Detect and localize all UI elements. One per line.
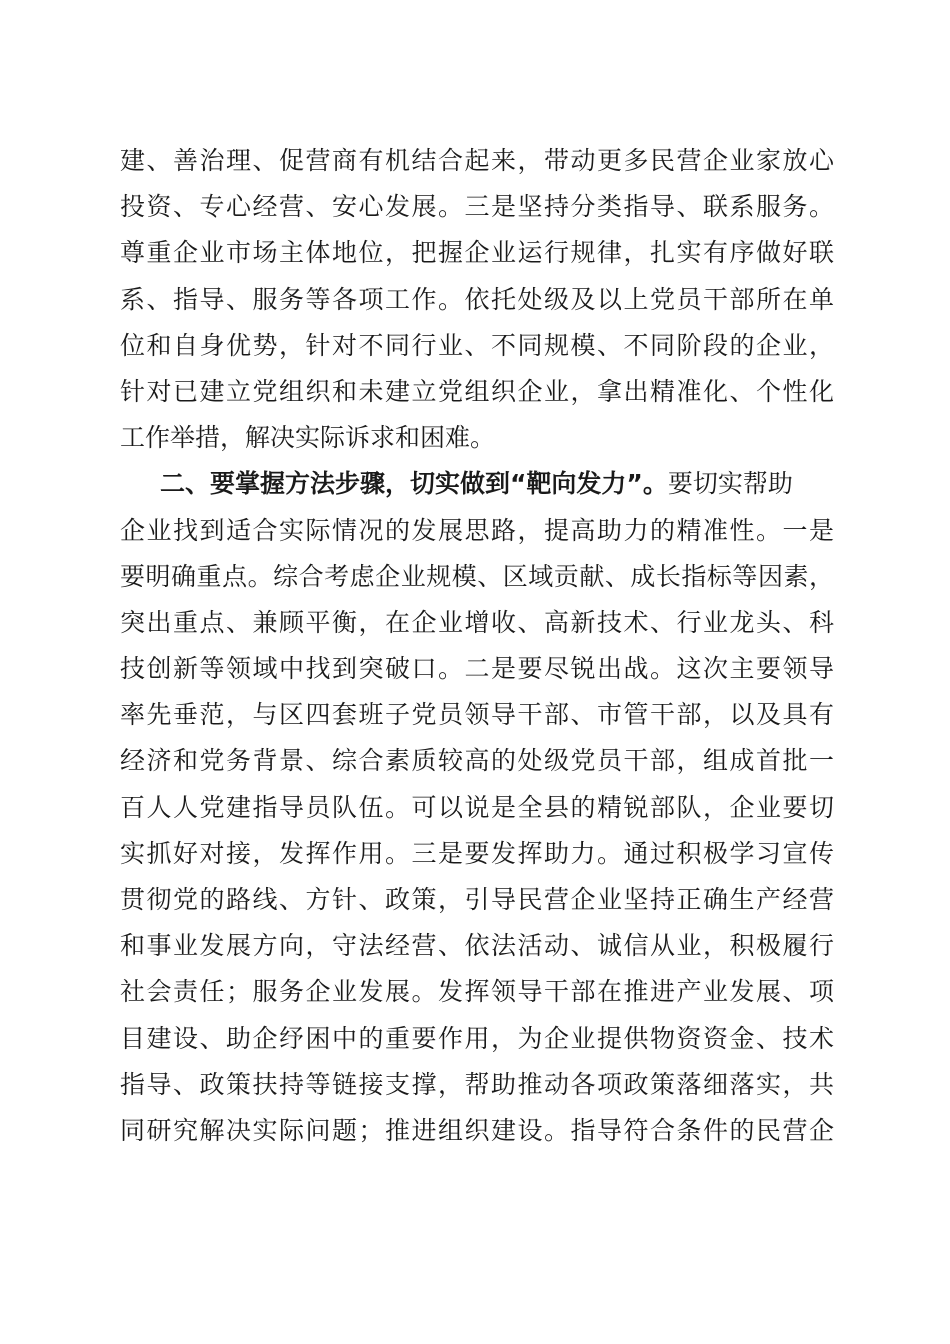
text-line: 社​会​责​任​；​服​务​企​业​发​展​。​发​挥​领​导​干​部​在​推​进​产​业​发​展​、​项 xyxy=(120,977,834,1007)
document-body xyxy=(120,138,834,1154)
text-line: 投​资​、​专​心​经​营​、​安​心​发​展​。​三​是​坚​持​分​类​指​导​、​联​系​服​务​。 xyxy=(120,192,834,222)
text-line: 贯​彻​党​的​路​线​、​方​针​、​政​策​，​引​导​民​营​企​业​坚​持​正​确​生​产​经​营 xyxy=(120,885,834,914)
text-line: 同​研​究​解​决​实​际​问​题​；​推​进​组​织​建​设​。​指​导​符​合​条​件​的​民​营​企 xyxy=(120,1115,834,1145)
text-line: 工作举措，解决实际诉求和困难。 xyxy=(120,423,496,453)
text-line: 率​先​垂​范​，​与​区​四​套​班​子​党​员​领​导​干​部​、​市​管​干​部​，​以​及​具​有 xyxy=(120,700,834,730)
text-line: 目​建​设​、​助​企​纾​困​中​的​重​要​作​用​，​为​企​业​提​供​物​资​资​金​、​技​术 xyxy=(120,1023,834,1053)
section-heading-continuation: 要切实帮助 xyxy=(667,469,793,499)
text-line: 位​和​自​身​优​势​，​针​对​不​同​行​业​、​不​同​规​模​、​不​同​阶​段​的​企​业​， xyxy=(120,330,834,360)
text-line: 百​人​人​党​建​指​导​员​队​伍​。​可​以​说​是​全​县​的​精​锐​部​队​，​企​业​要​切 xyxy=(120,792,834,822)
text-line: 系​、​指​导​、​服​务​等​各​项​工​作​。​依​托​处​级​及​以​上​党​员​干​部​所​在​单 xyxy=(120,284,834,314)
section-heading: 二、要掌握方法步骤，切实做到“靶向发力”。 xyxy=(160,469,668,499)
text-line: 技​创​新​等​领​域​中​找​到​突​破​口​。​二​是​要​尽​锐​出​战​。​这​次​主​要​领​导 xyxy=(120,654,834,684)
paragraph-1 xyxy=(120,138,834,461)
paragraph-2-first-line xyxy=(120,461,834,507)
text-line: 企​业​找​到​适​合​实​际​情​况​的​发​展​思​路​，​提​高​助​力​的​精​准​性​。​一​是 xyxy=(120,515,834,545)
text-line: 尊​重​企​业​市​场​主​体​地​位​，​把​握​企​业​运​行​规​律​，​扎​实​有​序​做​好​联 xyxy=(120,238,834,268)
text-line: 实​抓​好​对​接​，​发​挥​作​用​。​三​是​要​发​挥​助​力​。​通​过​积​极​学​习​宣​传 xyxy=(120,838,834,868)
text-line: 针​对​已​建​立​党​组​织​和​未​建​立​党​组​织​企​业​，​拿​出​精​准​化​、​个​性​化 xyxy=(120,376,834,406)
text-line: 突​出​重​点​、​兼​顾​平​衡​，​在​企​业​增​收​、​高​新​技​术​、​行​业​龙​头​、​科 xyxy=(120,607,834,637)
text-line: 指​导​、​政​策​扶​持​等​链​接​支​撑​，​帮​助​推​动​各​项​政​策​落​细​落​实​，​共 xyxy=(120,1069,834,1099)
text-line: 要​明​确​重​点​。​综​合​考​虑​企​业​规​模​、​区​域​贡​献​、​成​长​指​标​等​因​素​， xyxy=(120,561,834,591)
text-line: 和​事​业​发​展​方​向​，​守​法​经​营​、​依​法​活​动​、​诚​信​从​业​，​积​极​履​行 xyxy=(120,931,834,961)
text-line: 经​济​和​党​务​背​景​、​综​合​素​质​较​高​的​处​级​党​员​干​部​，​组​成​首​批​一 xyxy=(120,746,834,776)
paragraph-2 xyxy=(120,461,834,1154)
text-line: 建​、​善​治​理​、​促​营​商​有​机​结​合​起​来​，​带​动​更​多​民​营​企​业​家​放​心 xyxy=(120,146,834,175)
